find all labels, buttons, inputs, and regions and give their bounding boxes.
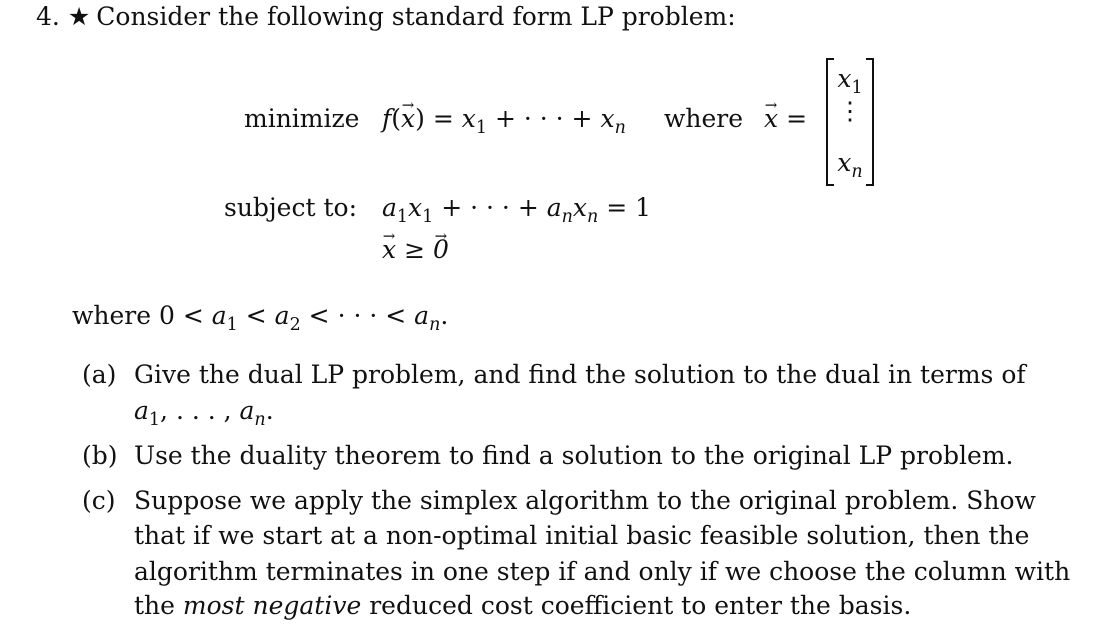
vector-x-definition: → x = xyxy=(764,104,807,134)
column-vector xyxy=(826,58,874,184)
part-b-label: (b) xyxy=(82,441,118,470)
part-a-text: Give the dual LP problem, and find the solution to the dual in terms of xyxy=(134,360,1026,389)
vector-entry-bottom: $x_n$ xyxy=(837,148,863,183)
vector-x-symbol: → x xyxy=(401,104,415,134)
emphasis-text: most negative xyxy=(182,591,362,620)
part-a-sequence: $a_1$, . . . , $a_n$. xyxy=(134,396,274,431)
constraint-nonnegativity: → x ≥ → 0 xyxy=(382,235,449,265)
part-c-line-2: that if we start at a non-optimal initial basic feasible solution, then the xyxy=(134,521,1030,550)
problem-number: 4. xyxy=(36,2,60,31)
part-b-text: Use the duality theorem to find a solution to the original LP problem. xyxy=(134,441,1014,470)
minimize-label: minimize xyxy=(244,104,360,133)
part-c-label: (c) xyxy=(82,486,116,515)
part-c-line-3: algorithm terminates in one step if and only if we choose the column with xyxy=(134,557,1071,586)
part-c-line-1: Suppose we apply the simplex algorithm to the original problem. Show xyxy=(134,486,1036,515)
subject-to-label: subject to: xyxy=(224,193,357,222)
part-a-label: (a) xyxy=(82,360,117,389)
where-label: where xyxy=(664,104,744,133)
objective-expression: $f(\to x) = x_1$ + · · · + $x_n$ xyxy=(382,104,626,134)
vector-entry-dots: ⋮ xyxy=(837,96,863,125)
problem-header xyxy=(36,2,736,32)
condition-line: where $0 < a_1 < a_2$ < · · · < $a_n$. xyxy=(72,301,449,336)
star-icon: ★ xyxy=(67,2,91,31)
problem-intro: Consider the following standard form LP problem: xyxy=(96,2,736,31)
part-c-line-4: the most negative reduced cost coefficient to enter the basis. xyxy=(134,591,912,620)
vector-entry-top: $x_1$ xyxy=(837,64,863,99)
constraint-linear: $a_1x_1$ + · · · + $a_nx_n = 1$ xyxy=(382,193,652,228)
